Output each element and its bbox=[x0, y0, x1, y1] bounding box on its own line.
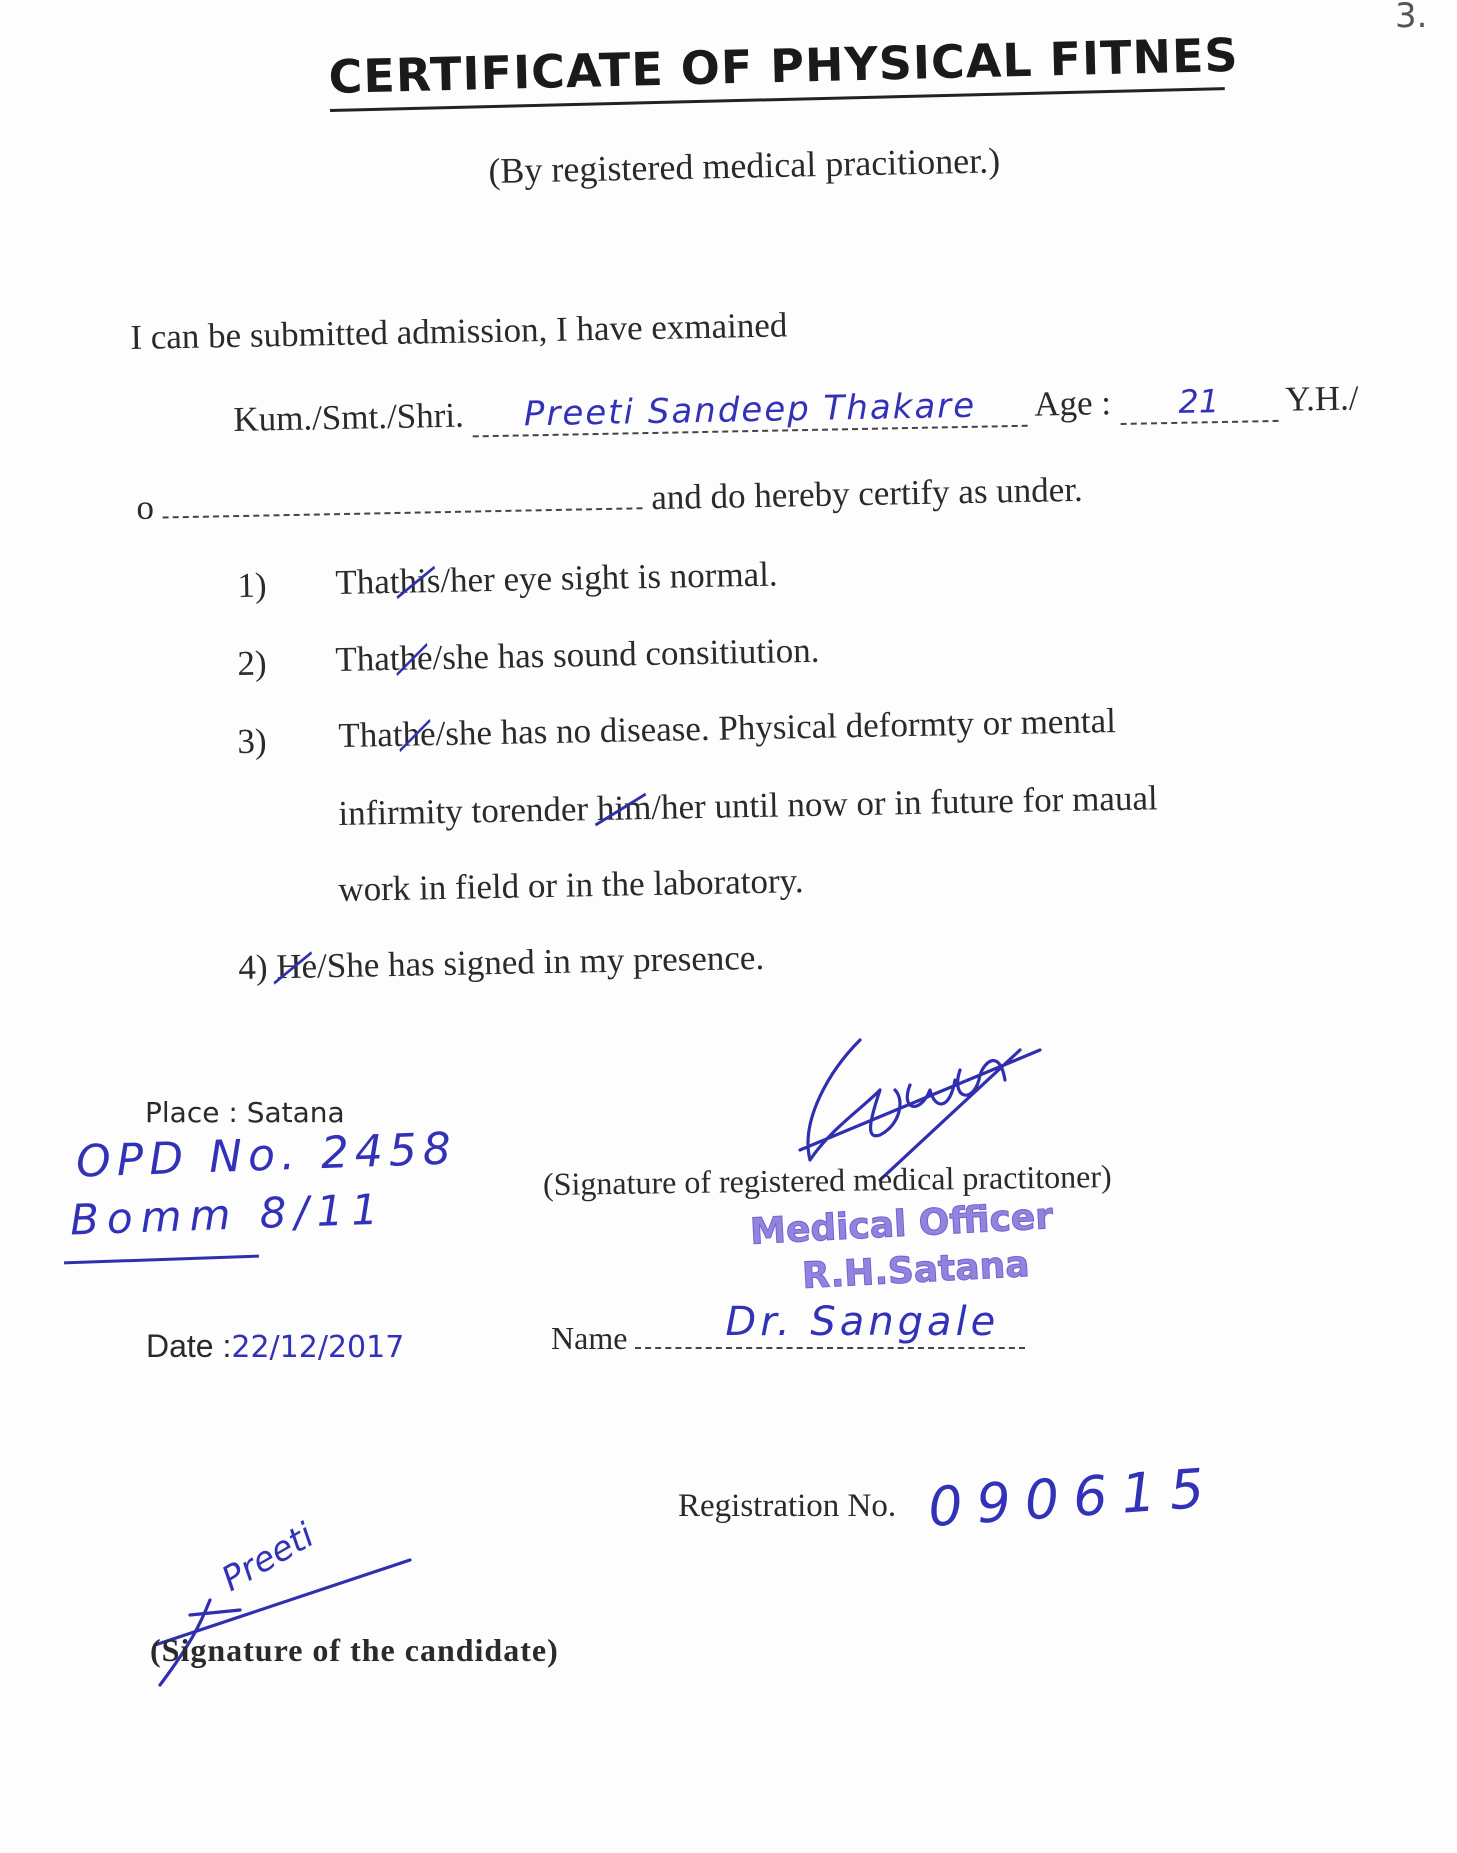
age-field bbox=[1119, 380, 1278, 425]
clause-3-struck-text: he bbox=[402, 714, 436, 754]
date-line bbox=[146, 1328, 404, 1365]
place-line bbox=[145, 1096, 345, 1129]
clause-4-struck-word bbox=[276, 946, 318, 987]
strike-mark bbox=[398, 714, 432, 755]
doctor-name-line bbox=[551, 1299, 1025, 1357]
clause-3-line-2 bbox=[338, 778, 1158, 834]
clause-3-post: /she has no disease. Physical deformty or mental bbox=[435, 701, 1117, 754]
clause-1 bbox=[335, 555, 778, 603]
candidate-name-value: Preeti Sandeep Thakare bbox=[523, 385, 977, 435]
clause-1-post: /her eye sight is normal. bbox=[439, 554, 778, 600]
age-value: 21 bbox=[1178, 382, 1220, 421]
clause-3-line-3: work in field or in the laboratory. bbox=[338, 861, 804, 909]
candidate-signature-drawing bbox=[150, 1555, 420, 1695]
clause-1-struck-text: his bbox=[399, 560, 441, 601]
doctor-name-value: Dr. Sangale bbox=[725, 1299, 1000, 1345]
clause-3-line-2-post: /her until now or in future for maual bbox=[650, 778, 1158, 827]
registration-value: 090615 bbox=[926, 1455, 1221, 1540]
document-subtitle: (By registered medical pracitioner.) bbox=[488, 140, 1001, 191]
strike-mark bbox=[395, 561, 437, 602]
strike-mark bbox=[272, 947, 314, 988]
stamp-line-1: Medical Officer bbox=[749, 1196, 1054, 1253]
clause-2-pre: That bbox=[335, 638, 400, 679]
of-suffix: and do hereby certify as under. bbox=[650, 469, 1084, 518]
clause-2-number: 2) bbox=[237, 643, 267, 683]
name-prefix: Kum./Smt./Shri. bbox=[233, 395, 465, 439]
handwritten-opd-note: OPD No. 2458 bbox=[75, 1123, 458, 1188]
clause-2-post: /she has sound consitiution. bbox=[432, 630, 820, 678]
age-label: Age : bbox=[1033, 383, 1112, 424]
intro-text: I can be submitted admission, I have exmained bbox=[130, 305, 788, 357]
doctor-signature-caption: (Signature of registered medical practitoner) bbox=[542, 1158, 1112, 1202]
registration-line bbox=[678, 1455, 1221, 1540]
date-label: Date : bbox=[146, 1328, 232, 1364]
candidate-signature-caption: (Signature of the candidate) bbox=[150, 1632, 559, 1668]
of-line bbox=[136, 470, 1083, 528]
clause-3-pre: That bbox=[338, 714, 403, 755]
strike-mark bbox=[395, 638, 429, 679]
candidate-signature-handwriting: Preeti bbox=[215, 1515, 321, 1600]
clause-3-line-2-pre: infirmity torender bbox=[338, 789, 589, 833]
of-blank-field bbox=[162, 485, 642, 518]
page-number-mark: 3. bbox=[1395, 0, 1428, 36]
clause-2-struck-text: he bbox=[399, 638, 433, 678]
clause-3-struck-word bbox=[402, 714, 436, 755]
clause-1-pre: That bbox=[335, 561, 400, 602]
clause-2-struck-word bbox=[399, 638, 433, 679]
note-underline bbox=[64, 1255, 259, 1265]
doctor-name-field bbox=[635, 1299, 1025, 1349]
place-value: Satana bbox=[246, 1096, 345, 1129]
clause-3 bbox=[338, 701, 1116, 756]
clause-4-number: 4) bbox=[238, 947, 268, 987]
clause-3-line-2-struck-word bbox=[596, 788, 651, 829]
clause-2 bbox=[335, 631, 820, 680]
place-label: Place : bbox=[145, 1096, 238, 1129]
name-line bbox=[233, 378, 1359, 442]
candidate-name-field bbox=[472, 385, 1028, 438]
clause-4-post: /She has signed in my presence. bbox=[316, 937, 765, 986]
clause-3-number: 3) bbox=[237, 721, 267, 761]
clause-1-struck-word bbox=[399, 561, 441, 602]
clause-3-line-2-struck-text: him bbox=[596, 787, 652, 829]
date-value: 22/12/2017 bbox=[231, 1330, 405, 1365]
doctor-name-label: Name bbox=[551, 1320, 628, 1356]
handwritten-ward-note: Bomm 8/11 bbox=[69, 1184, 387, 1245]
strike-mark bbox=[592, 788, 647, 829]
registration-label: Registration No. bbox=[678, 1488, 897, 1524]
document-title: CERTIFICATE OF PHYSICAL FITNES bbox=[328, 27, 1240, 104]
age-suffix: Y.H./ bbox=[1284, 378, 1359, 419]
stamp-line-2: R.H.Satana bbox=[801, 1244, 1031, 1297]
clause-4-struck-text: He bbox=[275, 946, 318, 987]
clause-4 bbox=[238, 938, 765, 988]
clause-1-number: 1) bbox=[237, 565, 267, 605]
of-prefix: o bbox=[136, 487, 155, 527]
